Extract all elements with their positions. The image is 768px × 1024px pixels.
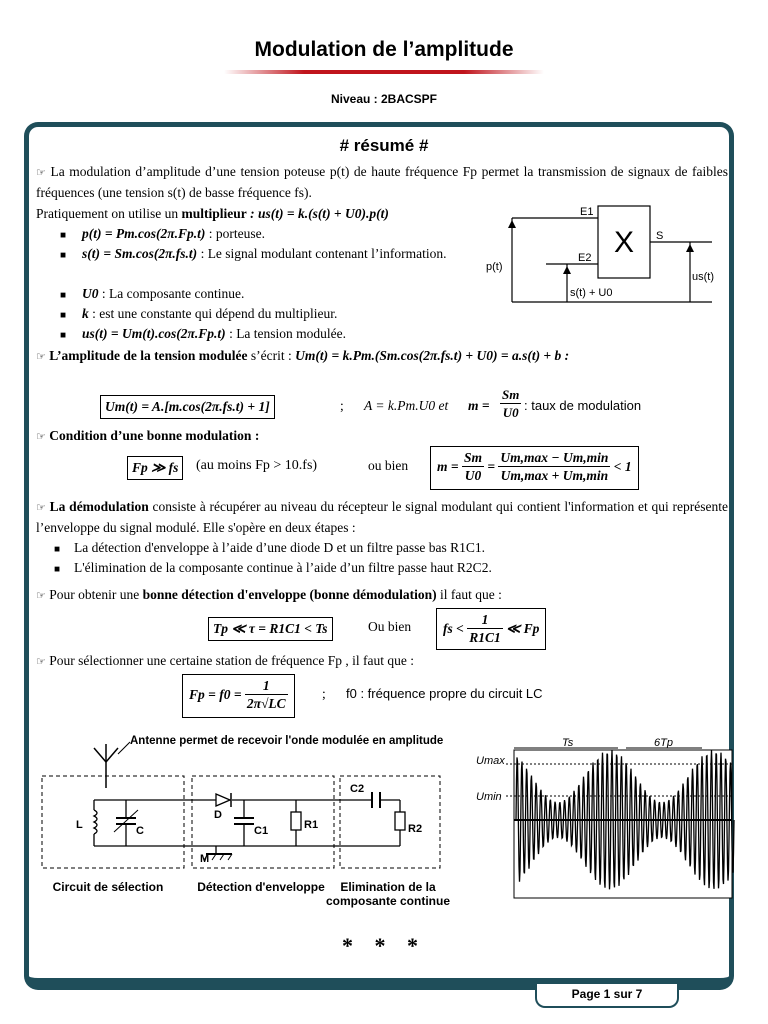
extrema-fraction: $\frac{Um,\max - Um,\min}{Um,\max + Um,\min}$ — [500, 450, 609, 483]
sum-label: s(t) + U0 — [570, 287, 613, 299]
us-label: us(t) — [692, 271, 714, 283]
pointing-hand-icon: ☞ — [36, 351, 46, 363]
multiplier-symbol: X — [613, 226, 635, 259]
m-definition: m = — [468, 398, 490, 413]
pt-label: p(t) — [486, 261, 503, 273]
condition-note: (au moins Fp > 10.fs) — [196, 458, 318, 473]
m-fraction: $\frac{Sm}{U0}$ — [502, 387, 520, 420]
rc-fraction: $\frac{1}{R1C1}$ — [469, 612, 501, 645]
bullet-icon: ■ — [60, 330, 67, 341]
intro-paragraph — [36, 162, 728, 203]
label-c1: C1 — [254, 825, 269, 837]
station-line: ☞ Pour sélectionner une certaine station de fréquence Fp , il faut que : — [36, 653, 414, 668]
bullet-icon: ■ — [54, 564, 61, 575]
list-item: us(t) = Um(t).cos(2π.Fp.t) : La tension modulée. — [82, 326, 347, 341]
multiplier-formula: : us(t) = k.(s(t) + U0).p(t) — [250, 206, 389, 221]
diode-icon — [216, 794, 230, 806]
condition-or: ou bien — [368, 458, 409, 473]
condition-heading: ☞ Condition d’une bonne modulation : — [36, 428, 260, 443]
bullet-icon: ■ — [60, 230, 67, 241]
resistor-icon — [395, 812, 405, 830]
label-c: C — [136, 825, 144, 837]
lc-frequency-box: Fp = f0 = $\frac{1}{2\pi√LC}$ — [182, 674, 295, 718]
selection-caption: Circuit de sélection — [52, 880, 164, 894]
umax-label: Umax — [476, 755, 505, 767]
label-r2: R2 — [408, 823, 423, 835]
inductor-icon — [94, 810, 97, 834]
modulation-rate-box: m = $\frac{Sm}{U0}$ = $\frac{Um,\max - Um,\min}{Um,\max + Um,\min}$ < 1 — [430, 446, 639, 490]
pointing-hand-icon: ☞ — [36, 431, 46, 443]
station-sep: ; — [322, 686, 326, 701]
lc-caption: f0 : fréquence propre du circuit LC — [346, 686, 543, 701]
sum-arrow — [563, 266, 571, 274]
title-underline — [224, 70, 544, 74]
s-label: S — [656, 230, 664, 242]
condition-box: Fp ≫ fs — [127, 456, 183, 480]
pt-arrow — [508, 220, 516, 228]
selection-block — [42, 776, 184, 868]
section-title: # résumé # — [339, 136, 429, 155]
bullet-icon: ■ — [60, 250, 67, 261]
amplitude-sep: ; — [340, 398, 344, 413]
tp-label: 6Tp — [654, 737, 673, 749]
pointing-hand-icon: ☞ — [36, 502, 46, 514]
receiver-circuit — [36, 730, 466, 920]
intro-text: La modulation d’amplitude d’une tension poteuse p(t) de haute fréquence Fp permet la transmission de signaux de faibles fréquences (une tension s(t) de basse fréquence fs). — [36, 164, 728, 200]
antenna-caption: Antenne permet de recevoir l'onde modulée en amplitude — [130, 735, 444, 747]
multiplier-diagram — [480, 202, 730, 306]
demod-step: L'élimination de la composante continue à l’aide d’un filtre passe haut R2C2. — [74, 560, 492, 575]
multiplier-line — [36, 204, 389, 224]
amplitude-line — [36, 346, 569, 367]
list-item: p(t) = Pm.cos(2π.Fp.t) : porteuse. — [82, 226, 266, 241]
amplitude-bold: L’amplitude de la tension modulée — [49, 348, 248, 363]
envelope-line: ☞ Pour obtenir une bonne détection d'enveloppe (bonne démodulation) il faut que : — [36, 587, 502, 602]
a-definition: A = k.Pm.U0 et — [364, 398, 449, 413]
closing-stars: * * * — [342, 933, 426, 958]
pointing-hand-icon: ☞ — [36, 590, 46, 602]
e2-label: E2 — [578, 252, 592, 264]
antenna-callout — [118, 742, 130, 754]
demod-step: La détection d'enveloppe à l’aide d’une diode D et un filtre passe bas R1C1. — [74, 540, 486, 555]
elimination-caption: Elimination de la composante continue — [325, 880, 450, 908]
label-l: L — [76, 819, 83, 831]
label-m: M — [200, 853, 210, 865]
bullet-icon: ■ — [60, 290, 67, 301]
multiplier-bold: multiplieur — [181, 206, 247, 221]
label-d: D — [214, 809, 222, 821]
list-item: k : est une constante qui dépend du multiplieur. — [82, 306, 338, 321]
frequency-condition-box: fs < $\frac{1}{R1C1}$ ≪ Fp — [436, 608, 546, 650]
page-number: Page 1 sur 7 — [535, 984, 679, 1008]
modulated-signal-scope — [470, 736, 740, 906]
umin-label: Umin — [476, 791, 502, 803]
list-item: s(t) = Sm.cos(2π.fs.t) : Le signal modulant contenant l’information. — [82, 246, 447, 261]
pointing-hand-icon: ☞ — [36, 167, 46, 179]
time-constant-box: Tp ≪ τ = R1C1 < Ts — [208, 617, 333, 641]
detection-caption: Détection d'enveloppe — [197, 880, 325, 894]
amplitude-formula: Um(t) = k.Pm.(Sm.cos(2π.fs.t) + U0) = a.s(t) + b : — [295, 348, 570, 363]
pointing-hand-icon: ☞ — [36, 656, 46, 668]
modulation-rate-caption: : taux de modulation — [524, 398, 642, 413]
page-title: Modulation de l’amplitude — [254, 38, 514, 61]
rate-fraction: $\frac{Sm}{U0}$ — [463, 450, 482, 483]
demodulation-paragraph: ☞ La démodulation consiste à récupérer au niveau du récepteur le signal modulant qui contient l'information et qui représente l’enveloppe du signal modulé. Elle s'opère en deux étapes : — [36, 499, 729, 535]
amplitude-box: Um(t) = A.[m.cos(2π.fs.t) + 1] — [100, 395, 275, 419]
e1-label: E1 — [580, 206, 594, 218]
label-c2: C2 — [350, 783, 365, 795]
level-label: Niveau : 2BACSPF — [330, 92, 438, 106]
label-r1: R1 — [304, 819, 319, 831]
us-arrow — [686, 244, 694, 252]
ts-label: Ts — [562, 737, 574, 749]
envelope-or: Ou bien — [368, 619, 412, 634]
multiplier-prefix: Pratiquement on utilise un — [36, 206, 179, 221]
lc-fraction: $\frac{1}{2\pi√LC}$ — [246, 678, 286, 711]
antenna-icon — [94, 748, 106, 762]
list-item: U0 : La composante continue. — [82, 286, 245, 301]
resistor-icon — [291, 812, 301, 830]
bullet-icon: ■ — [54, 544, 61, 555]
bullet-icon: ■ — [60, 310, 67, 321]
amplitude-text: s’écrit : — [250, 348, 292, 363]
